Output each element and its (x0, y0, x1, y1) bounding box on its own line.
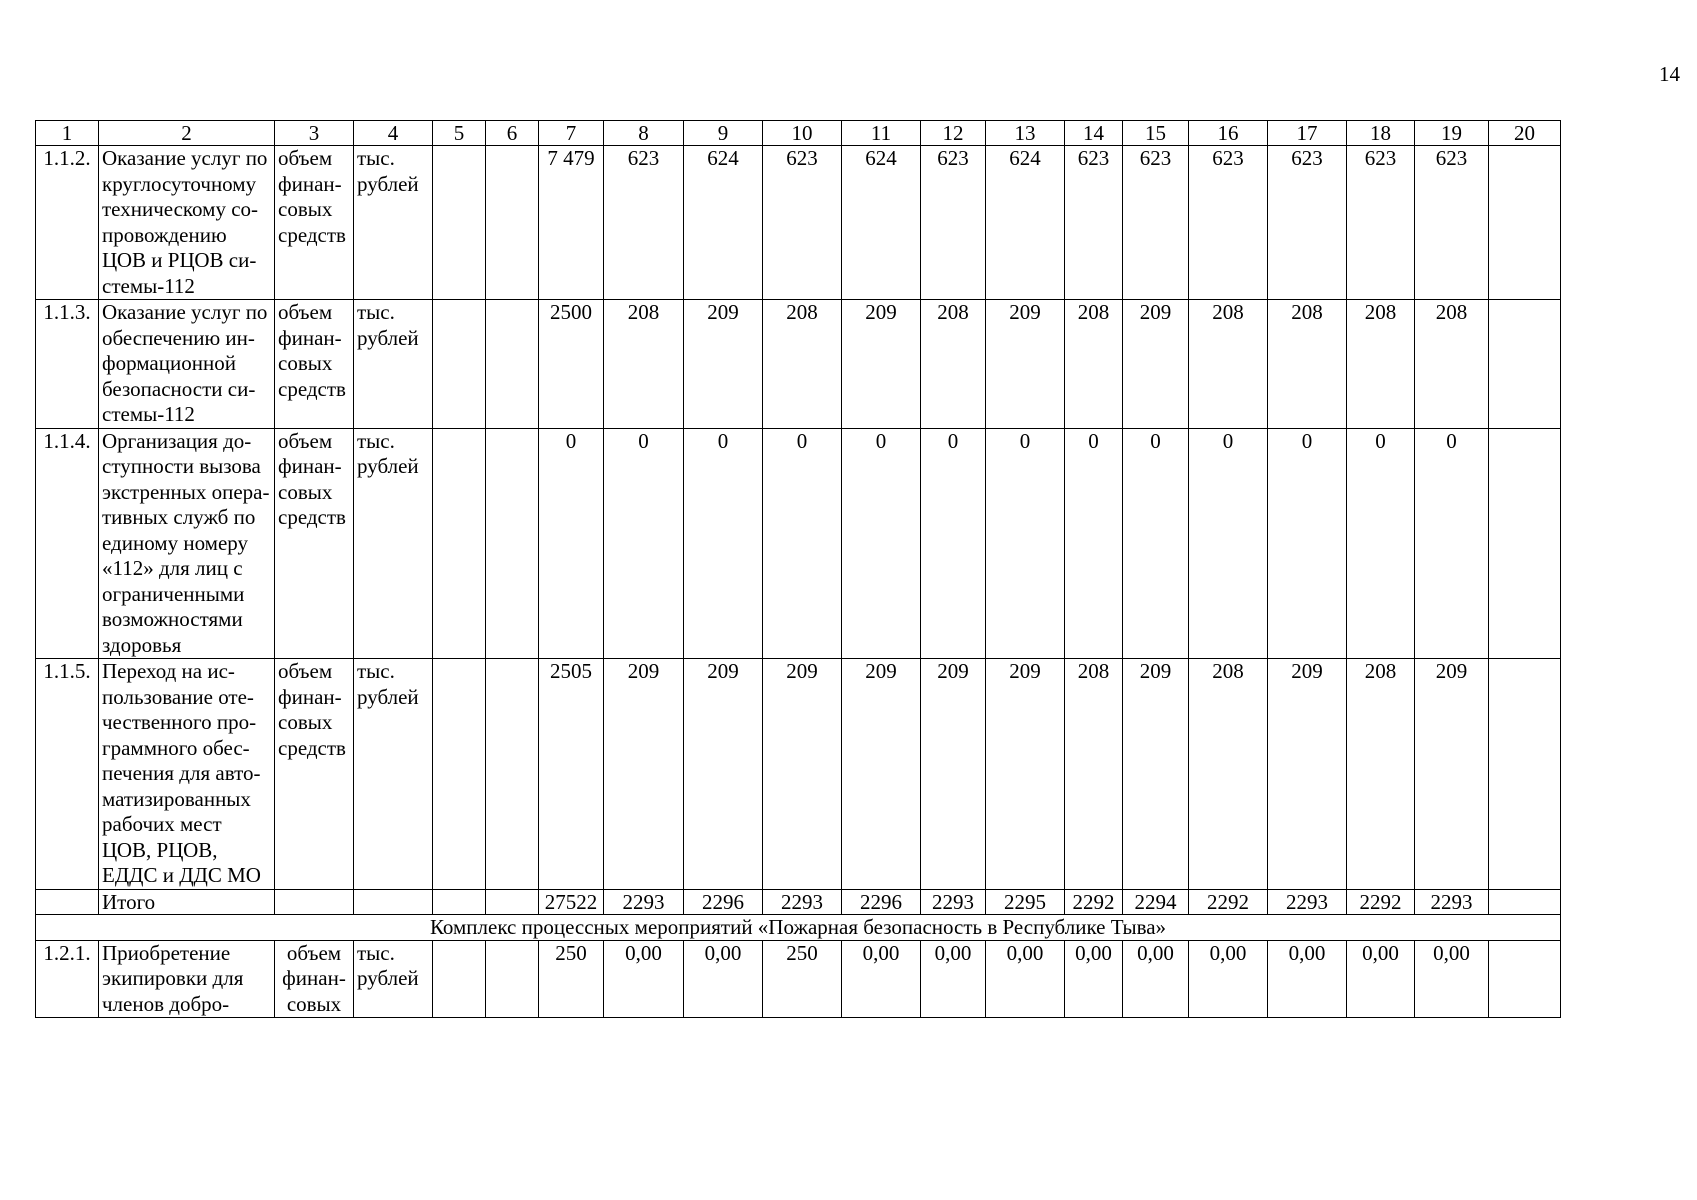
table-row (36, 428, 1561, 659)
activity-name-line: экстренных опера- (102, 479, 270, 504)
activity-name-line: здоровья (102, 632, 182, 657)
activity-name-line: рабочих мест (102, 812, 222, 836)
activity-name-line: техническому со- (102, 197, 259, 221)
activity-name-line: тивных служб по (102, 505, 256, 529)
unit-line: рублей (357, 171, 419, 196)
indicator-line: средств (278, 222, 346, 247)
value-cell-col-11: 209 (842, 300, 921, 429)
total-label: Итого (99, 889, 275, 914)
value-cell-col-9: 0,00 (684, 940, 763, 1018)
activity-name-line: Переход на ис- (102, 659, 235, 683)
column-number-7: 7 (539, 121, 604, 146)
indicator-line: финан- (278, 684, 342, 709)
indicator-line: совых (286, 991, 342, 1016)
activity-name-line: Оказание услуг по (102, 300, 268, 324)
activity-name-line: ЕДДС и ДДС МО (102, 863, 261, 887)
total-value-col-12: 2293 (921, 889, 986, 914)
column-20-cell (1489, 940, 1561, 1018)
value-cell-col-13: 209 (986, 659, 1065, 890)
section-title: Комплекс процессных мероприятий «Пожарная безопасность в Республике Тыва» (36, 914, 1561, 940)
value-cell-col-11: 624 (842, 146, 921, 300)
value-cell-col-9: 209 (684, 659, 763, 890)
indicator-cell (275, 659, 354, 890)
value-cell-col-12: 0,00 (921, 940, 986, 1018)
activity-name-line: пользование оте- (102, 684, 254, 709)
column-6-cell (486, 146, 539, 300)
activity-name-cell (99, 300, 275, 429)
column-number-20: 20 (1489, 121, 1561, 146)
column-20-cell (1489, 428, 1561, 659)
value-cell-col-18: 208 (1347, 300, 1415, 429)
column-20-cell (1489, 146, 1561, 300)
value-cell-col-18: 0 (1347, 428, 1415, 659)
column-number-2: 2 (99, 121, 275, 146)
value-cell-col-7: 250 (539, 940, 604, 1018)
column-5-cell (433, 428, 486, 659)
value-cell-col-7: 7 479 (539, 146, 604, 300)
section-row (36, 914, 1561, 940)
value-cell-col-12: 0 (921, 428, 986, 659)
row-code: 1.1.4. (36, 428, 99, 659)
indicator-line: объем (278, 659, 333, 683)
indicator-line: объем (278, 300, 333, 324)
unit-line: рублей (357, 966, 419, 990)
value-cell-col-8: 0 (604, 428, 684, 659)
column-5-cell (433, 659, 486, 890)
value-cell-col-12: 208 (921, 300, 986, 429)
column-6-cell (486, 940, 539, 1018)
column-number-1: 1 (36, 121, 99, 146)
total-code-cell (36, 889, 99, 914)
indicator-line: объем (286, 940, 342, 965)
activity-name-line: граммного обес- (102, 735, 250, 760)
unit-line: тыс. (357, 300, 395, 324)
activity-name-line: ступности вызова (102, 454, 261, 478)
unit-line: тыс. (357, 659, 395, 683)
unit-cell (354, 428, 433, 659)
column-number-3: 3 (275, 121, 354, 146)
value-cell-col-9: 0 (684, 428, 763, 659)
column-20-cell (1489, 300, 1561, 429)
value-cell-col-15: 209 (1123, 300, 1189, 429)
value-cell-col-17: 208 (1268, 300, 1347, 429)
total-value-col-15: 2294 (1123, 889, 1189, 914)
table-row (36, 940, 1561, 1018)
column-number-13: 13 (986, 121, 1065, 146)
column-number-12: 12 (921, 121, 986, 146)
indicator-line: финан- (278, 454, 342, 478)
column-number-16: 16 (1189, 121, 1268, 146)
value-cell-col-7: 2505 (539, 659, 604, 890)
total-empty-cell (433, 889, 486, 914)
value-cell-col-8: 208 (604, 300, 684, 429)
table-row (36, 146, 1561, 300)
indicator-cell (275, 146, 354, 300)
value-cell-col-10: 208 (763, 300, 842, 429)
value-cell-col-16: 0,00 (1189, 940, 1268, 1018)
column-5-cell (433, 940, 486, 1018)
total-empty-cell (275, 889, 354, 914)
activity-name-line: стемы-112 (102, 273, 195, 298)
value-cell-col-11: 0,00 (842, 940, 921, 1018)
value-cell-col-10: 250 (763, 940, 842, 1018)
column-20-cell (1489, 659, 1561, 890)
value-cell-col-8: 0,00 (604, 940, 684, 1018)
page-number: 14 (1659, 62, 1680, 86)
total-row (36, 889, 1561, 914)
value-cell-col-14: 208 (1065, 659, 1123, 890)
activity-name-line: формационной (102, 351, 236, 375)
column-6-cell (486, 428, 539, 659)
indicator-line: совых (278, 197, 333, 221)
total-value-col-10: 2293 (763, 889, 842, 914)
column-number-15: 15 (1123, 121, 1189, 146)
activity-name-line: «112» для лиц с (102, 556, 243, 580)
table-row (36, 659, 1561, 890)
activity-name-line: ЦОВ и РЦОВ си- (102, 248, 257, 272)
activity-name-line: Организация до- (102, 428, 252, 453)
activity-name-line: экипировки для (102, 966, 244, 990)
value-cell-col-18: 0,00 (1347, 940, 1415, 1018)
indicator-cell (275, 300, 354, 429)
column-number-18: 18 (1347, 121, 1415, 146)
total-value-col-9: 2296 (684, 889, 763, 914)
value-cell-col-13: 209 (986, 300, 1065, 429)
column-number-5: 5 (433, 121, 486, 146)
value-cell-col-13: 0 (986, 428, 1065, 659)
column-number-8: 8 (604, 121, 684, 146)
activity-name-cell (99, 940, 275, 1018)
value-cell-col-14: 623 (1065, 146, 1123, 300)
value-cell-col-14: 0,00 (1065, 940, 1123, 1018)
value-cell-col-9: 624 (684, 146, 763, 300)
activity-name-line: ограниченными (102, 581, 245, 606)
total-value-col-14: 2292 (1065, 889, 1123, 914)
indicator-line: средств (278, 376, 346, 401)
value-cell-col-16: 0 (1189, 428, 1268, 659)
unit-cell (354, 940, 433, 1018)
column-number-4: 4 (354, 121, 433, 146)
activity-name-line: возможностями (102, 607, 243, 631)
value-cell-col-17: 0 (1268, 428, 1347, 659)
value-cell-col-19: 623 (1415, 146, 1489, 300)
value-cell-col-18: 623 (1347, 146, 1415, 300)
activity-name-line: матизированных (102, 786, 251, 811)
value-cell-col-19: 208 (1415, 300, 1489, 429)
column-5-cell (433, 300, 486, 429)
unit-line: тыс. (357, 428, 395, 453)
unit-cell (354, 146, 433, 300)
unit-line: тыс. (357, 146, 395, 170)
table-row (36, 300, 1561, 429)
column-number-10: 10 (763, 121, 842, 146)
value-cell-col-9: 209 (684, 300, 763, 429)
activity-name-line: безопасности си- (102, 376, 256, 401)
activity-name-line: Приобретение (102, 940, 231, 965)
value-cell-col-7: 2500 (539, 300, 604, 429)
column-number-row (36, 121, 1561, 146)
activity-name-line: ЦОВ, РЦОВ, (102, 837, 218, 862)
activity-name-line: Оказание услуг по (102, 146, 268, 170)
value-cell-col-14: 0 (1065, 428, 1123, 659)
indicator-line: объем (278, 428, 333, 453)
unit-line: рублей (357, 454, 419, 478)
activity-name-cell (99, 659, 275, 890)
total-value-col-7: 27522 (539, 889, 604, 914)
indicator-line: совых (278, 710, 333, 734)
total-value-col-17: 2293 (1268, 889, 1347, 914)
value-cell-col-16: 623 (1189, 146, 1268, 300)
activity-name-line: провождению (102, 222, 227, 247)
value-cell-col-15: 0,00 (1123, 940, 1189, 1018)
value-cell-col-16: 208 (1189, 659, 1268, 890)
total-empty-cell (354, 889, 433, 914)
total-value-col-8: 2293 (604, 889, 684, 914)
unit-line: рублей (357, 325, 419, 350)
value-cell-col-8: 623 (604, 146, 684, 300)
value-cell-col-10: 0 (763, 428, 842, 659)
row-code: 1.1.3. (36, 300, 99, 429)
indicator-line: финан- (278, 171, 342, 196)
column-number-6: 6 (486, 121, 539, 146)
value-cell-col-16: 208 (1189, 300, 1268, 429)
budget-table (35, 120, 1561, 1018)
column-5-cell (433, 146, 486, 300)
value-cell-col-17: 0,00 (1268, 940, 1347, 1018)
value-cell-col-11: 0 (842, 428, 921, 659)
activity-name-line: единому номеру (102, 530, 249, 555)
indicator-line: средств (278, 505, 346, 529)
activity-name-line: членов добро- (102, 991, 230, 1016)
row-code: 1.1.2. (36, 146, 99, 300)
indicator-line: средств (278, 735, 346, 760)
total-value-col-18: 2292 (1347, 889, 1415, 914)
value-cell-col-14: 208 (1065, 300, 1123, 429)
unit-cell (354, 300, 433, 429)
value-cell-col-19: 0 (1415, 428, 1489, 659)
value-cell-col-10: 209 (763, 659, 842, 890)
column-number-9: 9 (684, 121, 763, 146)
value-cell-col-15: 623 (1123, 146, 1189, 300)
activity-name-line: стемы-112 (102, 402, 195, 426)
unit-cell (354, 659, 433, 890)
value-cell-col-15: 0 (1123, 428, 1189, 659)
value-cell-col-13: 0,00 (986, 940, 1065, 1018)
indicator-line: совых (278, 479, 333, 504)
activity-name-line: чественного про- (102, 710, 257, 734)
indicator-line: совых (278, 351, 333, 375)
activity-name-line: обеспечению ин- (102, 325, 255, 350)
total-value-col-16: 2292 (1189, 889, 1268, 914)
total-value-col-11: 2296 (842, 889, 921, 914)
value-cell-col-17: 209 (1268, 659, 1347, 890)
value-cell-col-12: 209 (921, 659, 986, 890)
column-number-14: 14 (1065, 121, 1123, 146)
indicator-cell (275, 428, 354, 659)
unit-line: тыс. (357, 940, 395, 965)
row-code: 1.1.5. (36, 659, 99, 890)
activity-name-cell (99, 146, 275, 300)
value-cell-col-18: 208 (1347, 659, 1415, 890)
total-empty-cell (1489, 889, 1561, 914)
value-cell-col-10: 623 (763, 146, 842, 300)
total-value-col-19: 2293 (1415, 889, 1489, 914)
value-cell-col-12: 623 (921, 146, 986, 300)
unit-line: рублей (357, 684, 419, 709)
total-value-col-13: 2295 (986, 889, 1065, 914)
column-number-11: 11 (842, 121, 921, 146)
value-cell-col-19: 0,00 (1415, 940, 1489, 1018)
value-cell-col-19: 209 (1415, 659, 1489, 890)
indicator-line: финан- (282, 966, 346, 990)
total-empty-cell (486, 889, 539, 914)
column-6-cell (486, 300, 539, 429)
column-6-cell (486, 659, 539, 890)
value-cell-col-11: 209 (842, 659, 921, 890)
activity-name-line: печения для авто- (102, 761, 261, 785)
column-number-17: 17 (1268, 121, 1347, 146)
value-cell-col-8: 209 (604, 659, 684, 890)
value-cell-col-13: 624 (986, 146, 1065, 300)
indicator-cell (275, 940, 354, 1018)
value-cell-col-15: 209 (1123, 659, 1189, 890)
activity-name-cell (99, 428, 275, 659)
indicator-line: финан- (278, 325, 342, 350)
row-code: 1.2.1. (36, 940, 99, 1018)
value-cell-col-17: 623 (1268, 146, 1347, 300)
activity-name-line: круглосуточному (102, 171, 257, 196)
indicator-line: объем (278, 146, 333, 170)
value-cell-col-7: 0 (539, 428, 604, 659)
column-number-19: 19 (1415, 121, 1489, 146)
